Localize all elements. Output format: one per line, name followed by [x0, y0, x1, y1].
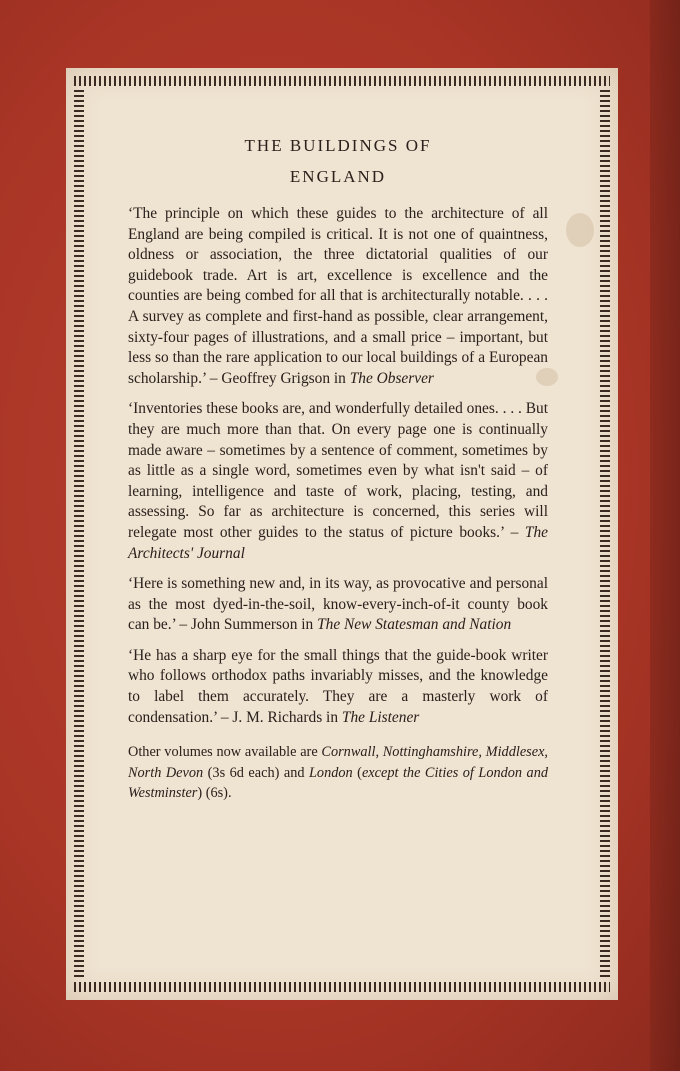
quote-source: The Listener — [341, 708, 420, 726]
review-quote-2 — [128, 399, 548, 564]
quote-source: The Observer — [349, 369, 434, 387]
volume-price: (3s 6d each) and — [203, 764, 309, 781]
title-line-2: ENGLAND — [289, 167, 387, 186]
review-quote-3 — [128, 574, 548, 636]
quote-attribution — [518, 524, 525, 541]
decorative-border-top — [74, 76, 610, 86]
review-quote-4 — [128, 646, 548, 728]
title-line-1: THE BUILDINGS OF — [244, 136, 432, 155]
quote-text: ‘The principle on which these guides to the architecture of all England are being compiled is critical. It is not one of quaintness, oldness or association, the three dictatorial qualities of our guidebook trade. Art is art, excellence is excellence and the counties are being combed for all that is architecturally notable. . . . A survey as complete and first-hand as possible, clear arrangement, sixty-four pages of illustrations, and a small price – important, but less so than the rare application to our local buildings of a European scholarship.’ – — [128, 205, 548, 387]
quote-text: ‘Here is something new and, in its way, as provocative and personal as the most dyed-in-the-soil, know-every-inch-of-it county book can be.’ – John Summerson in — [128, 575, 548, 634]
volume-titles: Cornwall, Nottinghamshire, Middlesex, North Devon — [128, 744, 549, 781]
paren-open: ( — [352, 764, 362, 781]
review-quote-1 — [128, 204, 548, 389]
decorative-border-right — [600, 90, 610, 978]
cover-spine-shadow — [650, 0, 680, 1071]
page-title — [128, 130, 548, 192]
text-panel — [66, 68, 618, 1000]
quote-source: The Architects' Journal — [128, 523, 548, 562]
decorative-border-left — [74, 90, 84, 978]
stain-mark — [566, 213, 594, 247]
quote-text: ‘Inventories these books are, and wonderfully detailed ones. . . . But they are much more than that. On every page one is continually made aware – sometimes by a sentence of comment, sometimes by as little as a single word, sometimes even by what isn't said – of learning, intelligence and taste of work, placing, testing, and assessing. So far as architecture is concerned, this series will relegate most other guides to the status of picture books.’ – — [128, 400, 548, 541]
volume-exclusion: except the Cities of London and Westminster — [128, 764, 548, 802]
other-volumes-lead: Other volumes now available are — [128, 744, 322, 761]
volume-title-london: London — [308, 764, 353, 781]
volume-price-london: ) (6s). — [197, 785, 232, 802]
quote-text: ‘He has a sharp eye for the small things that the guide-book writer who follows orthodox paths invariably misses, and the knowledge to label them accurately. They are a masterly work of condensation.’ – J. M. Richards in — [128, 646, 548, 726]
decorative-border-bottom — [74, 982, 610, 992]
other-volumes-note — [128, 742, 548, 804]
blurb-content — [128, 130, 548, 818]
quote-source: The New Statesman and Nation — [317, 616, 512, 634]
quote-attribution: Geoffrey Grigson in — [217, 369, 350, 387]
